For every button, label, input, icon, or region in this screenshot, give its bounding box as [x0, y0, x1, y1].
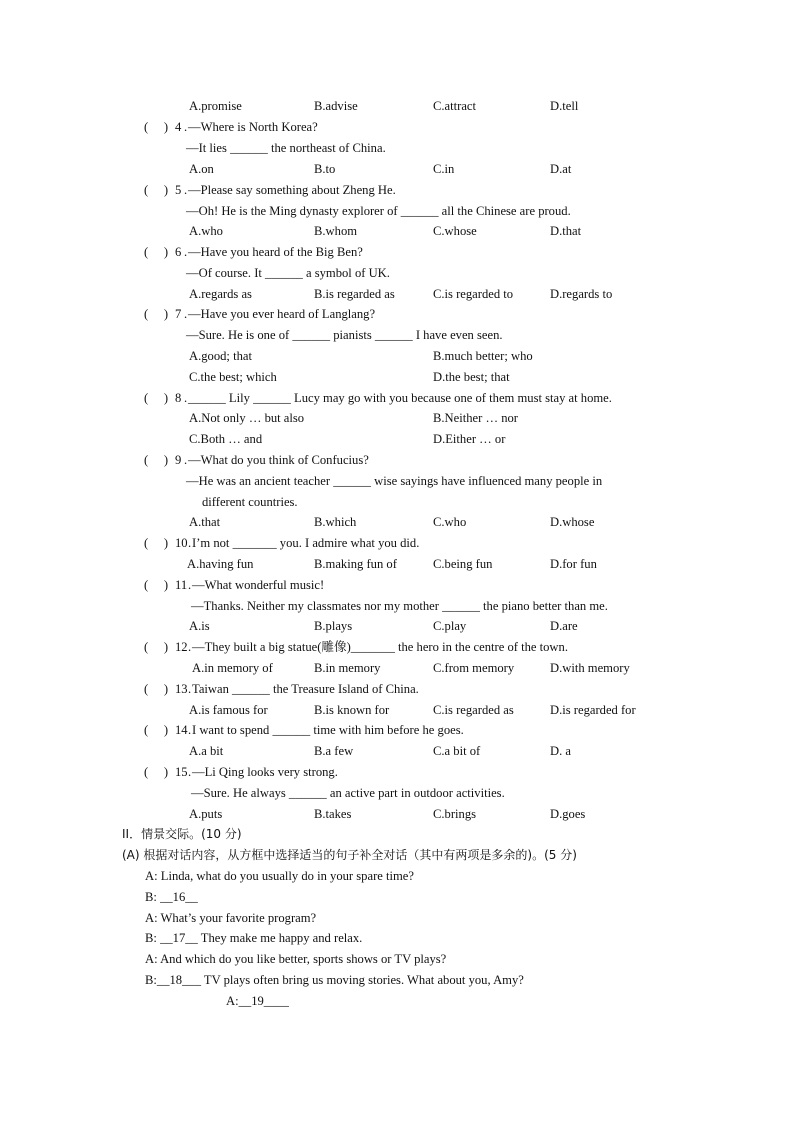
question-line: —Oh! He is the Ming dynasty explorer of ______ all the Chinese are proud.: [186, 204, 571, 218]
question-number: 12: [175, 640, 188, 654]
option-d: D.with memory: [550, 661, 630, 675]
option-a: A.regards as: [189, 287, 252, 301]
answer-bracket[interactable]: ( ): [144, 307, 169, 321]
question-line: —What wonderful music!: [192, 578, 325, 592]
dialog-text: And which do you like better, sports shows or TV plays?: [160, 952, 447, 966]
option-b: B.much better; who: [433, 349, 533, 363]
option-b: B.is known for: [314, 703, 390, 717]
option-a: A.a bit: [189, 744, 224, 758]
option-c: C.Both … and: [189, 432, 263, 446]
option-b: B.whom: [314, 224, 358, 238]
question-line: —Sure. He always ______ an active part in outdoor activities.: [191, 786, 505, 800]
option-a: A.in memory of: [192, 661, 273, 675]
option-b: B.a few: [314, 744, 354, 758]
option-b: B.plays: [314, 619, 353, 633]
dialog-text: TV plays often bring us moving stories. What about you, Amy?: [200, 973, 524, 987]
option-c: C.attract: [433, 99, 477, 113]
blank-16[interactable]: __16__: [160, 890, 198, 904]
option-d: D.regards to: [550, 287, 613, 301]
option-b: B.advise: [314, 99, 358, 113]
question-line: I’m not _______ you. I admire what you did.: [192, 536, 420, 550]
answer-bracket[interactable]: ( ): [144, 765, 169, 779]
question-line: ______ Lily ______ Lucy may go with you because one of them must stay at home.: [188, 391, 612, 405]
option-d: D.whose: [550, 515, 595, 529]
blank-17[interactable]: __17__: [160, 931, 198, 945]
option-a: A.puts: [189, 807, 223, 821]
blank-18[interactable]: __18___: [156, 973, 201, 987]
option-d: D.that: [550, 224, 582, 238]
option-d: D.the best; that: [433, 370, 510, 384]
question-line: —Have you heard of the Big Ben?: [188, 245, 363, 259]
answer-bracket[interactable]: ( ): [144, 391, 169, 405]
section-2-title: II．情景交际。(10 分): [122, 827, 242, 841]
option-b: B.takes: [314, 807, 352, 821]
question-line: —Li Qing looks very strong.: [192, 765, 338, 779]
question-line: —They built a big statue(雕像)_______ the hero in the centre of the town.: [192, 640, 568, 654]
answer-bracket[interactable]: ( ): [144, 682, 169, 696]
option-c: C.a bit of: [433, 744, 481, 758]
option-d: D.tell: [550, 99, 579, 113]
question-line: Taiwan ______ the Treasure Island of China.: [192, 682, 419, 696]
question-line: —He was an ancient teacher ______ wise sayings have influenced many people in: [186, 474, 603, 488]
speaker: B:: [145, 890, 161, 904]
blank-19[interactable]: __19____: [238, 994, 289, 1008]
option-b: B.in memory: [314, 661, 381, 675]
speaker: B:: [145, 931, 161, 945]
option-b: B.making fun of: [314, 557, 397, 571]
question-line: I want to spend ______ time with him before he goes.: [192, 723, 464, 737]
question-number: 4: [175, 120, 182, 134]
question-line: —What do you think of Confucius?: [188, 453, 369, 467]
dialog-text: What’s your favorite program?: [160, 911, 317, 925]
question-line: —Sure. He is one of ______ pianists ______ I have even seen.: [186, 328, 503, 342]
answer-bracket[interactable]: ( ): [144, 578, 169, 592]
question-line: —Please say something about Zheng He.: [188, 183, 396, 197]
question-number: 5: [175, 183, 182, 197]
option-a: A.is: [189, 619, 210, 633]
option-c: C.brings: [433, 807, 477, 821]
question-number: 9: [175, 453, 182, 467]
option-c: C.play: [433, 619, 467, 633]
question-number: 6: [175, 245, 182, 259]
question-line: different countries.: [202, 495, 298, 509]
option-d: D.at: [550, 162, 572, 176]
answer-bracket[interactable]: ( ): [144, 723, 169, 737]
dialog-text: Linda, what do you usually do in your spare time?: [160, 869, 414, 883]
option-d: D.Either … or: [433, 432, 506, 446]
speaker: A:: [145, 911, 161, 925]
question-line: —Thanks. Neither my classmates nor my mother ______ the piano better than me.: [191, 599, 608, 613]
question-line: —It lies ______ the northeast of China.: [186, 141, 386, 155]
option-c: C.the best; which: [189, 370, 277, 384]
section-2-instruction: (A) 根据对话内容，从方框中选择适当的句子补全对话（其中有两项是多余的)。(5 分): [122, 848, 577, 862]
question-line: —Of course. It ______ a symbol of UK.: [186, 266, 390, 280]
question-line: —Have you ever heard of Langlang?: [188, 307, 376, 321]
question-number: 14: [175, 723, 188, 737]
speaker: A:: [145, 869, 161, 883]
answer-bracket[interactable]: ( ): [144, 640, 169, 654]
answer-bracket[interactable]: ( ): [144, 120, 169, 134]
question-number: 15: [175, 765, 188, 779]
option-c: C.being fun: [433, 557, 493, 571]
option-a: A.Not only … but also: [189, 411, 305, 425]
answer-bracket[interactable]: ( ): [144, 536, 169, 550]
option-a: A.having fun: [187, 557, 254, 571]
option-d: D.goes: [550, 807, 586, 821]
speaker: B:: [145, 973, 157, 987]
answer-bracket[interactable]: ( ): [144, 453, 169, 467]
option-d: D.are: [550, 619, 578, 633]
exam-page: A.promise B.advise C.attract D.tell ( ) 4 . —Where is North Korea? —It lies ______ the northeast of China. A.on B.to C.in D.at ( ) 5 . —Please say something about Zheng He. —Oh! He is the Ming dynasty explorer of ______ all the Chinese are proud. A.who B.whom C.whose D.that ( ) 6 . —Have you heard of the Big Ben? —Of course. It ______ a symbol of UK. A.regards as B.is regarded as C.is regarded to D.regards to ( ) 7 . —Have you ever heard of Langlang? —Sure. He is one of ______ pianists ______ I have even seen. A.good; that B.much better; who C.the best; which D.the best; that ( ) 8 . ______ Lily ______ Lucy may go with you because one of them must stay at home. A.Not only … but also B.Neither … nor C.Both … and D.Either … or ( ) 9 . —What do you think of Confucius? —He was an ancient teacher ______ wise sayings have influenced many people in different countries. A.that B.which C.who D.whose ( ) 10 . I’m not _______ you. I admire what you did. A.having fun B.making fun of C.being fun D.for fun ( ) 11 . —What wonderful music! —Thanks. Neither my classmates nor my mother ______ the piano better than me. A.is B.plays C.play D.are ( ) 12 . —They built a big statue(雕像)_______ the hero in the centre of the town. A.in memory of B.in memory C.from memory D.with memory ( ) 13 . Taiwan ______ the Treasure Island of China. A.is famous for B.is known for C.is regarded as D.is regarded for ( ) 14 . I want to spend ______ time with him before he goes. A.a bit B.a few C.a bit of D. a ( ) 15 . —Li Qing looks very strong. —Sure. He always ______ an active part in outdoor activities. A.puts B.takes C.brings D.goes II．情景交际。(10 分) (A) 根据对话内容，从方框中选择适当的句子补全对话（其中有两项是多余的)。(5 分) A: Linda, what do you usually do in your spare time? B: __16__ A: What’s your favorite program? B: __17__ They make me happy and relax. A: And which do you like better, sports shows or TV plays? B:__18___ TV plays often bring us moving stories. What about you, Amy? A:__19____: [122, 99, 636, 1008]
option-a: A.is famous for: [189, 703, 268, 717]
option-c: C.whose: [433, 224, 477, 238]
speaker: A:: [145, 952, 161, 966]
question-number: 13: [175, 682, 188, 696]
option-d: D. a: [550, 744, 571, 758]
dialog-text: They make me happy and relax.: [197, 931, 363, 945]
option-a: A.on: [189, 162, 214, 176]
option-c: C.is regarded as: [433, 703, 514, 717]
question-number: 8: [175, 391, 182, 405]
option-d: D.is regarded for: [550, 703, 636, 717]
option-b: B.to: [314, 162, 336, 176]
option-c: C.who: [433, 515, 467, 529]
question-number: 10: [175, 536, 188, 550]
answer-bracket[interactable]: ( ): [144, 245, 169, 259]
option-a: A.promise: [189, 99, 242, 113]
option-d: D.for fun: [550, 557, 597, 571]
option-b: B.Neither … nor: [433, 411, 518, 425]
option-b: B.which: [314, 515, 357, 529]
question-line: —Where is North Korea?: [188, 120, 318, 134]
answer-bracket[interactable]: ( ): [144, 183, 169, 197]
option-a: A.good; that: [189, 349, 252, 363]
option-a: A.that: [189, 515, 221, 529]
speaker: A:: [226, 994, 239, 1008]
question-number: 11: [175, 578, 188, 592]
option-b: B.is regarded as: [314, 287, 395, 301]
option-a: A.who: [189, 224, 223, 238]
option-c: C.in: [433, 162, 455, 176]
question-number: 7: [175, 307, 182, 321]
option-c: C.is regarded to: [433, 287, 514, 301]
option-c: C.from memory: [433, 661, 515, 675]
